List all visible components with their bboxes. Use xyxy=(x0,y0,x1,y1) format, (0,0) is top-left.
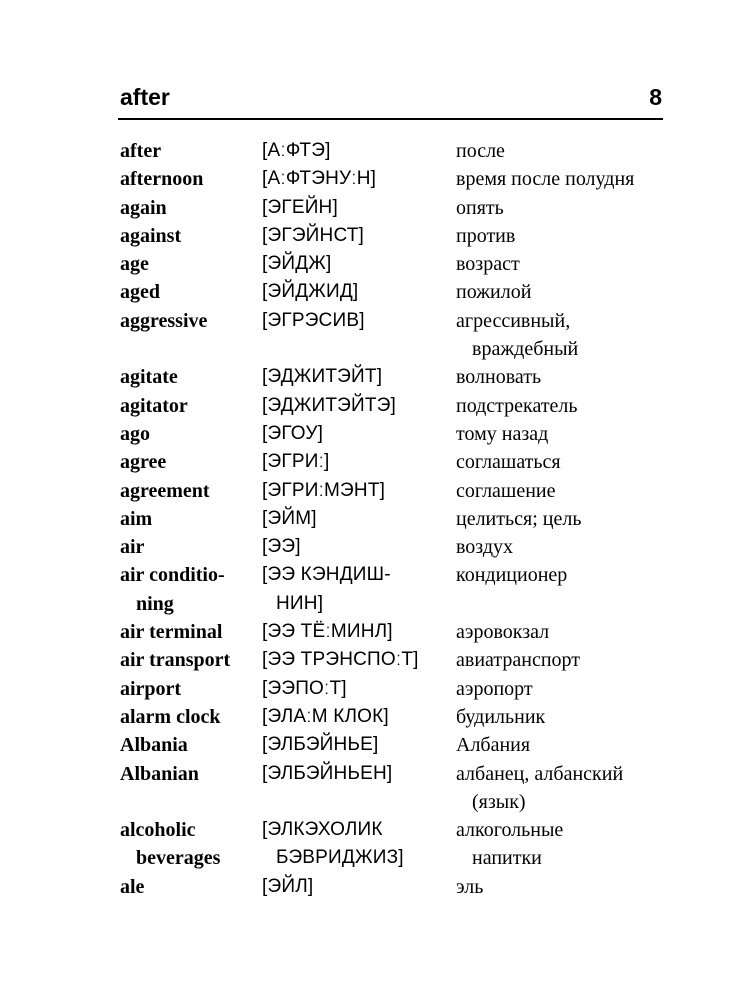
headword: ale xyxy=(120,875,145,898)
pronunciation: [ЭЛАːМ КЛОК] xyxy=(262,705,389,727)
dictionary-entry xyxy=(0,194,743,222)
entry-line xyxy=(0,675,743,703)
headword: air conditio- xyxy=(120,564,225,587)
pronunciation: [ЭГЭЙНСТ] xyxy=(262,224,365,246)
dictionary-entry xyxy=(0,618,743,646)
entry-line xyxy=(0,788,743,816)
entry-line xyxy=(0,505,743,533)
translation: алкогольные xyxy=(456,819,564,842)
pronunciation: [ЭГРИː] xyxy=(262,451,330,473)
pronunciation: [ЭГЕЙН] xyxy=(262,196,338,218)
headword: ning xyxy=(136,592,174,615)
dictionary-entry xyxy=(0,731,743,759)
dictionary-entry xyxy=(0,137,743,165)
headword: ago xyxy=(120,422,150,445)
dictionary-entry xyxy=(0,420,743,448)
pronunciation: [ЭЙДЖИД] xyxy=(262,281,359,303)
translation: кондиционер xyxy=(456,564,568,587)
dictionary-entry xyxy=(0,873,743,901)
translation: пожилой xyxy=(456,281,532,304)
dictionary-entry xyxy=(0,278,743,306)
headword: agreement xyxy=(120,479,210,502)
headword: afternoon xyxy=(120,168,204,191)
pronunciation: [ЭГРИːМЭНТ] xyxy=(262,479,386,501)
headword: alcoholic xyxy=(120,819,196,842)
entry-line xyxy=(0,477,743,505)
headword: aim xyxy=(120,507,153,530)
translation: после xyxy=(456,140,505,162)
dictionary-entries xyxy=(0,137,743,901)
pronunciation: [ЭЭ] xyxy=(262,536,301,558)
entry-line xyxy=(0,816,743,844)
headword: after xyxy=(120,140,162,162)
headword: age xyxy=(120,253,149,276)
dictionary-entry xyxy=(0,165,743,193)
translation: агрессивный, xyxy=(456,309,571,332)
headword: agitator xyxy=(120,394,188,417)
translation: подстрекатель xyxy=(456,394,578,417)
entry-line xyxy=(0,222,743,250)
pronunciation: [ЭГОУ] xyxy=(262,422,324,444)
translation: аэропорт xyxy=(456,677,533,700)
translation: против xyxy=(456,224,516,247)
translation: аэровокзал xyxy=(456,621,550,644)
dictionary-entry xyxy=(0,675,743,703)
pronunciation: [ЭЙМ] xyxy=(262,507,317,529)
headword: airport xyxy=(120,677,182,700)
running-header xyxy=(120,84,662,114)
pronunciation: [ЭЛБЭЙНЬЕ] xyxy=(262,734,379,756)
entry-line xyxy=(0,618,743,646)
entry-line xyxy=(0,250,743,278)
pronunciation: [ЭЙЛ] xyxy=(262,875,314,897)
entry-line xyxy=(0,278,743,306)
entry-line xyxy=(0,448,743,476)
headword: aggressive xyxy=(120,309,208,332)
header-rule xyxy=(118,118,663,120)
dictionary-entry xyxy=(0,505,743,533)
dictionary-entry xyxy=(0,760,743,817)
headword: air transport xyxy=(120,649,231,672)
translation: волновать xyxy=(456,366,542,389)
header-word: after xyxy=(120,84,170,110)
entry-line xyxy=(0,307,743,335)
dictionary-entry xyxy=(0,307,743,364)
dictionary-entry xyxy=(0,363,743,391)
pronunciation: БЭВРИДЖИЗ] xyxy=(276,847,404,869)
pronunciation: [ЭЭ ТЁːМИНЛ] xyxy=(262,621,393,643)
entry-line xyxy=(0,873,743,901)
entry-line xyxy=(0,533,743,561)
dictionary-entry xyxy=(0,561,743,618)
headword: air terminal xyxy=(120,621,223,644)
page-number: 8 xyxy=(649,84,662,110)
entry-line xyxy=(0,646,743,674)
entry-line xyxy=(0,335,743,363)
headword: again xyxy=(120,196,167,219)
pronunciation: [ЭЭПОːТ] xyxy=(262,677,347,699)
pronunciation: [ЭДЖИТЭЙТЭ] xyxy=(262,394,397,416)
translation: возраст xyxy=(456,253,520,276)
pronunciation: [ЭЛБЭЙНЬЕН] xyxy=(262,762,393,784)
translation: соглашение xyxy=(456,479,556,502)
translation: албанец, албанский xyxy=(456,762,624,785)
entry-line xyxy=(0,590,743,618)
pronunciation: [ЭЙДЖ] xyxy=(262,253,332,275)
pronunciation: [ЭГРЭСИВ] xyxy=(262,309,365,331)
entry-line xyxy=(0,731,743,759)
entry-line xyxy=(0,392,743,420)
translation: будильник xyxy=(456,705,546,728)
translation: эль xyxy=(456,875,484,898)
translation: авиатранспорт xyxy=(456,649,581,672)
pronunciation: [АːФТЭНУːН] xyxy=(262,168,377,190)
headword: agitate xyxy=(120,366,178,389)
headword: beverages xyxy=(136,847,221,870)
dictionary-entry xyxy=(0,250,743,278)
translation: напитки xyxy=(472,847,542,870)
translation: (язык) xyxy=(472,790,526,813)
pronunciation: [ЭДЖИТЭЙТ] xyxy=(262,366,383,388)
dictionary-entry xyxy=(0,222,743,250)
headword: Albania xyxy=(120,734,188,757)
pronunciation: [АːФТЭ] xyxy=(262,140,331,161)
entry-line xyxy=(0,194,743,222)
headword: against xyxy=(120,224,182,247)
dictionary-entry xyxy=(0,646,743,674)
translation: тому назад xyxy=(456,422,549,445)
headword: agree xyxy=(120,451,167,474)
headword: Albanian xyxy=(120,762,199,785)
headword: aged xyxy=(120,281,160,304)
dictionary-entry xyxy=(0,703,743,731)
entry-line xyxy=(0,363,743,391)
headword: alarm clock xyxy=(120,705,221,728)
dictionary-entry xyxy=(0,477,743,505)
pronunciation: [ЭЭ КЭНДИШ- xyxy=(262,564,391,586)
translation: время после полудня xyxy=(456,168,635,191)
entry-line xyxy=(0,137,743,165)
dictionary-entry xyxy=(0,533,743,561)
headword: air xyxy=(120,536,145,559)
dictionary-entry xyxy=(0,448,743,476)
entry-line xyxy=(0,561,743,589)
dictionary-entry xyxy=(0,392,743,420)
entry-line xyxy=(0,165,743,193)
translation: враждебный xyxy=(472,338,579,361)
entry-line xyxy=(0,844,743,872)
entry-line xyxy=(0,760,743,788)
entry-line xyxy=(0,420,743,448)
dictionary-entry xyxy=(0,816,743,873)
translation: целиться; цель xyxy=(456,507,582,530)
translation: опять xyxy=(456,196,504,219)
pronunciation: [ЭЭ ТРЭНСПОːТ] xyxy=(262,649,419,671)
translation: Албания xyxy=(456,734,531,757)
pronunciation: [ЭЛКЭХОЛИК xyxy=(262,819,383,841)
translation: воздух xyxy=(456,536,514,559)
entry-line xyxy=(0,703,743,731)
pronunciation: НИН] xyxy=(276,592,324,614)
translation: соглашаться xyxy=(456,451,561,474)
